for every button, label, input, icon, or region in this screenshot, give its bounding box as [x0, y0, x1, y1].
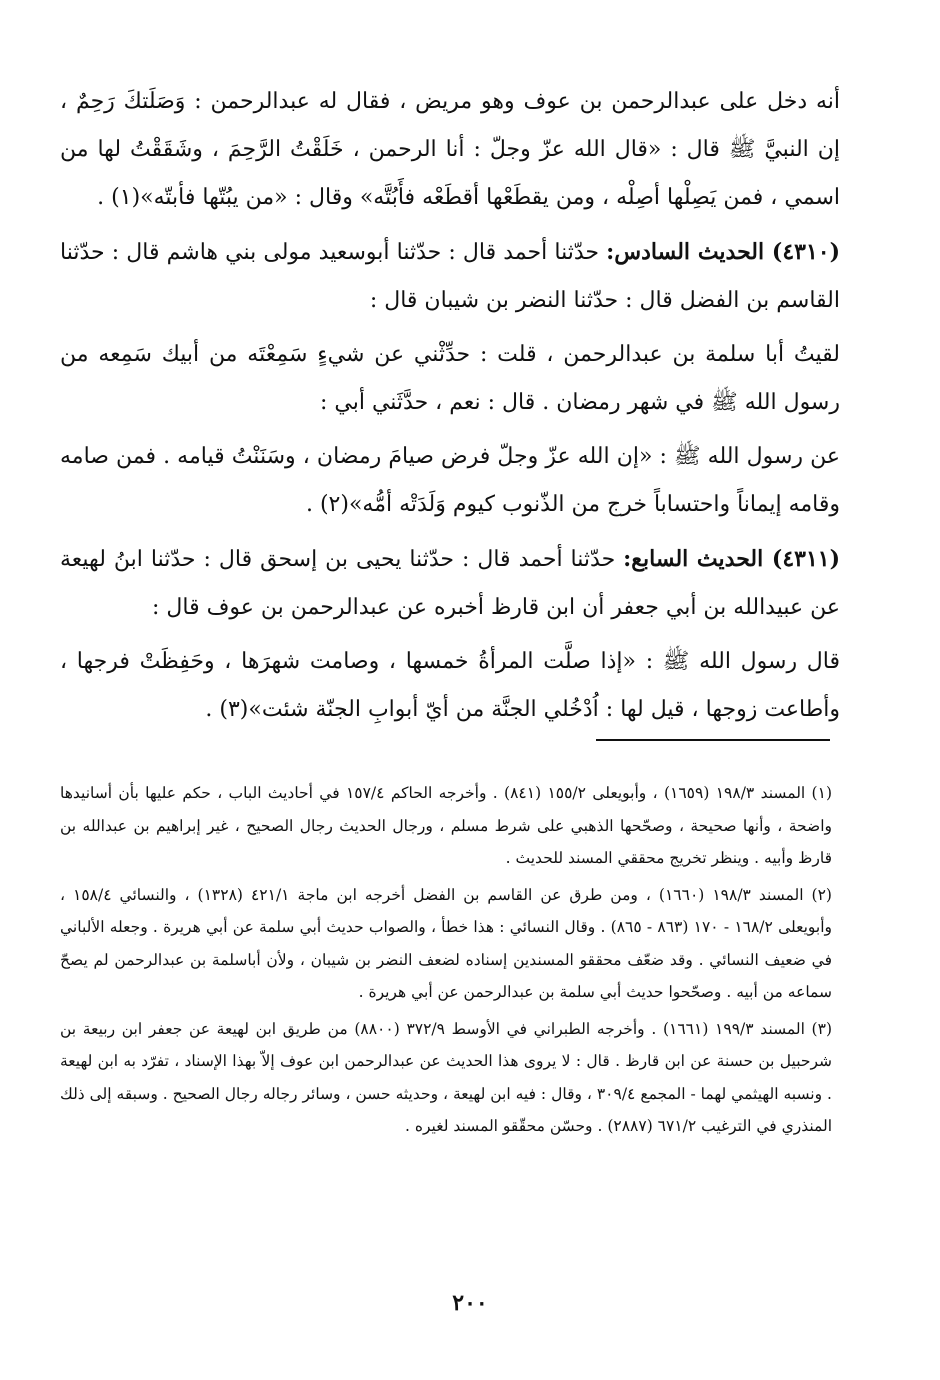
paragraph-hadith-5-text: أنه دخل على عبدالرحمن بن عوف وهو مريض ، فقال له عبدالرحمن : وَصَلَتكَ رَحِمٌ ، إن النبيَّ ﷺ قال : «قال الله عزّ وجلّ : أنا الرحمن ، خَلَقْتُ الرَّحِمَ ، وشَقَقْتُ لها من اسمي ، فمن يَصِلْها أصِلْه ، ومن يقطَعْها أقطَعْه فأَبُتَّه» وقال : «من يبُتّها فأبتّه»(١) .: [60, 89, 840, 210]
hadith-6-heading: (٤٣١٠) الحديث السادس:: [606, 239, 841, 265]
footnote-divider: [596, 739, 830, 741]
footnote-1: (١) المسند ١٩٨/٣ (١٦٥٩) ، وأبويعلى ١٥٥/٢ (٨٤١) . وأخرجه الحاكم ١٥٧/٤ في أحاديث الباب ، حكم عليها بأن أسانيدها واضحة ، وأنها صحيحة ، وصحّحها الذهبي على شرط مسلم ، ورجال الحديث رجال الصحيح ، غير إبراهيم بن عبدالله بن قارظ وأبيه . وينظر تخريج محققي المسند للحديث .: [60, 784, 832, 867]
paragraph-hadith-6-narration: لقيتُ أبا سلمة بن عبدالرحمن ، قلت : حدِّثْني عن شيءٍ سَمِعْتَه من أبيك سَمِعه من رسول الله ﷺ في شهر رمضان . قال : نعم ، حدَّثَني أبي :: [60, 342, 840, 415]
paragraph-hadith-6-text: عن رسول الله ﷺ : «إن الله عزّ وجلّ فرض صيامَ رمضان ، وسَنَنْتُ قيامه . فمن صامه وقامه إيماناً واحتساباً خرج من الذّنوب كيوم وَلَدَتْه أمُّه»(٢) .: [60, 444, 840, 517]
hadith-6-isnad: حدّثنا أحمد قال : حدّثنا أبوسعيد مولى بني هاشم قال : حدّثنا القاسم بن الفضل قال : حدّثنا النضر بن شيبان قال :: [60, 240, 840, 313]
footnote-2: (٢) المسند ١٩٨/٣ (١٦٦٠) ، ومن طرق عن القاسم بن الفضل أخرجه ابن ماجة ٤٢١/١ (١٣٢٨) ، والنسائي ١٥٨/٤ ، وأبويعلى ١٦٨/٢ - ١٧٠ (٨٦٣ - ٨٦٥) . وقال النسائي : هذا خطأ ، والصواب حديث أبي سلمة عن أبي هريرة . وجعله الألباني في ضعيف النسائي . وقد ضعّف محققو المسندين إسناده لضعف النضر بن شيبان ، ولأن أباسلمة بن عبدالرحمن لم يصحّ سماعه من أبيه . وصحّحوا حديث أبي سلمة بن عبدالرحمن عن أبي هريرة .: [60, 885, 833, 1001]
hadith-7-isnad: حدّثنا أحمد قال : حدّثنا يحيى بن إسحق قال : حدّثنا ابنُ لهيعة عن عبيدالله بن أبي جعفر أن ابن قارظ أخبره عن عبدالرحمن بن عوف قال :: [60, 547, 840, 620]
paragraph-hadith-7-text: قال رسول الله ﷺ : «إذا صلَّت المرأةُ خمسها ، وصامت شهرَها ، وحَفِظَتْ فرجها ، وأطاعت زوجها ، قيل لها : اُدْخُلي الجنَّة من أيّ أبوابِ الجنّة شئت»(٣) .: [60, 649, 840, 722]
footnotes-section: [60, 777, 832, 1147]
hadith-7-heading: (٤٣١١) الحديث السابع:: [623, 546, 840, 572]
footnote-3: (٣) المسند ١٩٩/٣ (١٦٦١) . وأخرجه الطبراني في الأوسط ٣٧٢/٩ (٨٨٠٠) من طريق ابن لهيعة عن جعفر ابن ربيعة بن شرحبيل بن حسنة عن ابن قارظ . قال : لا يروى هذا الحديث عن عبدالرحمن ابن عوف إلاّ بهذا الإسناد ، تفرّد به ابن لهيعة . ونسبه الهيثمي لهما - المجمع ٣٠٩/٤ ، وقال : فيه ابن لهيعة ، وحديثه حسن ، وسائر رجاله رجال الصحيح . وسبقه إلى ذلك المنذري في الترغيب ٦٧١/٢ (٢٨٨٧) . وحسّن محقّقو المسند لغيره .: [60, 1019, 832, 1135]
main-text: [60, 78, 840, 740]
page-number: ٢٠٠: [452, 1290, 488, 1316]
paragraph-hadith-6-chain: [60, 228, 840, 325]
paragraph-hadith-7-chain: [60, 535, 840, 632]
